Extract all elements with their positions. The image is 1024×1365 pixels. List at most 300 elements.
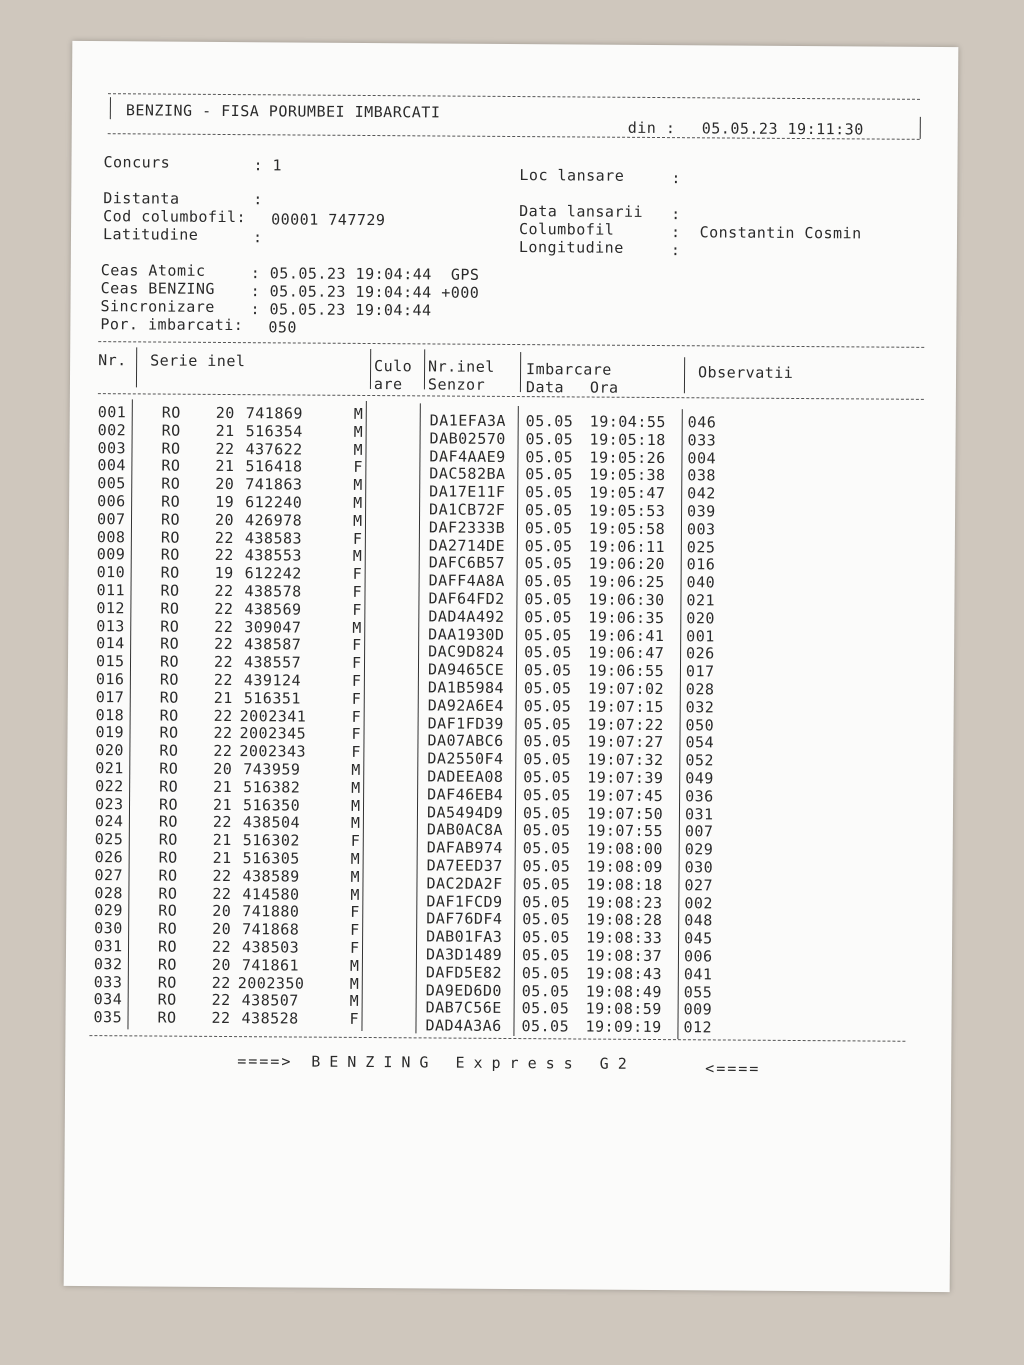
cell-tara: RO (157, 973, 177, 992)
cell-inel: 2002350 (237, 973, 305, 993)
cell-ora: 19:06:30 (588, 590, 665, 610)
col-header-nr: Nr. (98, 351, 127, 370)
cell-tara: RO (157, 955, 178, 974)
header-divider-senzor (520, 352, 521, 392)
cell-sex: M (352, 511, 363, 530)
cell-inel: 741863 (245, 475, 303, 494)
ceas-atomic-label: Ceas Atomic (100, 261, 206, 280)
header-divider-serie (370, 349, 371, 389)
cell-sex: F (351, 654, 362, 673)
cell-inel: 438589 (242, 866, 300, 886)
cell-observatii: 050 (685, 715, 715, 735)
table-header-top-border (98, 341, 924, 348)
cell-sex: M (350, 849, 361, 868)
sincronizare-label: Sincronizare (100, 297, 215, 316)
cell-senzor: DAF2333B (428, 518, 506, 537)
cell-an: 22 (211, 991, 231, 1010)
cell-data: 05.05 (523, 696, 572, 716)
cell-inel: 438557 (243, 653, 302, 672)
cell-inel: 516418 (245, 457, 303, 476)
cell-ora: 19:05:38 (589, 465, 666, 485)
cell-data: 05.05 (522, 874, 571, 894)
cell-senzor: DA7EED37 (426, 856, 503, 875)
cell-tara: RO (157, 990, 177, 1010)
cell-tara: RO (159, 706, 179, 725)
cell-ora: 19:08:09 (586, 857, 663, 877)
cell-data: 05.05 (525, 429, 574, 449)
cell-senzor: DA9ED6D0 (425, 981, 503, 1000)
cell-an: 20 (211, 955, 232, 974)
distanta-label: Distanta (103, 189, 180, 208)
cell-data: 05.05 (524, 518, 573, 538)
cell-tara: RO (158, 919, 178, 938)
col-header-serie-inel: Serie inel (150, 351, 246, 371)
cell-senzor: DA9465CE (427, 660, 505, 680)
cell-sex: F (353, 458, 363, 477)
cell-senzor: DAF1FD39 (427, 714, 504, 733)
cell-nr: 004 (97, 456, 127, 475)
cell-nr: 026 (94, 848, 124, 867)
cell-data: 05.05 (524, 590, 573, 609)
cell-sex: M (349, 956, 360, 975)
cell-ora: 19:05:26 (589, 448, 666, 467)
cell-sex: M (353, 476, 363, 495)
print-datetime: 05.05.23 19:11:30 (701, 119, 864, 139)
cell-data: 05.05 (521, 946, 570, 965)
cell-nr: 013 (96, 616, 125, 635)
cell-data: 05.05 (525, 447, 574, 467)
cell-an: 22 (213, 742, 233, 761)
cell-sex: M (353, 404, 364, 423)
cell-ora: 19:07:15 (587, 697, 665, 716)
cell-inel: 516302 (242, 831, 301, 850)
cell-nr: 016 (95, 670, 125, 689)
cell-an: 20 (215, 403, 235, 423)
col-header-nr-inel: Nr.inel (428, 357, 495, 376)
ceas-benzing-value: : 05.05.23 19:04:44 +000 (250, 282, 480, 302)
cell-data: 05.05 (523, 785, 571, 805)
cell-an: 21 (213, 777, 233, 796)
cell-inel: 2002341 (239, 706, 307, 726)
cell-senzor: DAC9D824 (428, 642, 505, 662)
cell-tara: RO (158, 884, 178, 903)
cell-senzor: DA17E11F (429, 482, 506, 502)
cell-data: 05.05 (524, 625, 572, 645)
cell-data: 05.05 (523, 661, 572, 680)
cell-inel: 414580 (242, 884, 300, 904)
cell-data: 05.05 (525, 501, 573, 520)
cell-observatii: 012 (683, 1018, 713, 1037)
cell-senzor: DAC582BA (429, 464, 506, 484)
cell-an: 19 (215, 492, 235, 512)
columbofil-label: Columbofil (518, 220, 615, 239)
cell-senzor: DAD4A3A6 (425, 1016, 502, 1036)
cell-sex: M (353, 422, 364, 441)
cell-observatii: 028 (685, 680, 715, 699)
cell-observatii: 029 (684, 840, 714, 859)
cell-an: 22 (212, 866, 232, 885)
cell-nr: 005 (97, 474, 126, 493)
cell-an: 21 (212, 795, 233, 814)
cell-data: 05.05 (524, 554, 573, 573)
cell-an: 22 (214, 599, 234, 618)
cell-inel: 426978 (244, 510, 303, 530)
cell-an: 22 (213, 706, 233, 725)
cell-senzor: DA2714DE (428, 536, 506, 555)
cell-data: 05.05 (524, 607, 573, 627)
cell-observatii: 052 (685, 751, 715, 770)
ceas-benzing-label: Ceas BENZING (100, 279, 216, 298)
cell-nr: 023 (94, 794, 124, 813)
col-header-culoare-2: are (373, 375, 403, 394)
cell-senzor: DAD4A492 (428, 607, 505, 626)
col-header-culoare-1: Culo (374, 357, 413, 376)
cell-data: 05.05 (522, 892, 571, 912)
cell-data: 05.05 (524, 643, 572, 662)
cell-observatii: 030 (684, 858, 714, 877)
cell-nr: 025 (94, 830, 124, 849)
cell-tara: RO (160, 528, 181, 547)
cell-senzor: DA5494D9 (426, 803, 504, 822)
cell-ora: 19:08:23 (586, 893, 663, 912)
cell-tara: RO (157, 937, 178, 956)
cell-observatii: 007 (684, 822, 714, 841)
ceas-atomic-value: : 05.05.23 19:04:44 GPS (250, 264, 480, 284)
cell-tara: RO (158, 848, 178, 867)
cell-nr: 002 (97, 420, 127, 440)
cell-ora: 19:05:58 (588, 519, 666, 538)
cell-inel: 2002345 (239, 724, 307, 743)
cell-sex: F (352, 529, 363, 548)
cell-observatii: 040 (686, 573, 716, 592)
cell-sex: F (352, 636, 362, 655)
cell-tara: RO (161, 439, 181, 458)
cell-observatii: 001 (686, 626, 715, 646)
cell-ora: 19:07:50 (586, 804, 664, 823)
cell-an: 22 (213, 670, 234, 690)
cell-tara: RO (158, 830, 178, 849)
loc-lansare-label: Loc lansare (519, 166, 625, 185)
cell-senzor: DAB02570 (429, 429, 506, 448)
porumbei-imbarcati-value: 050 (268, 318, 298, 337)
cell-an: 20 (215, 475, 235, 494)
cell-tara: RO (159, 688, 179, 707)
cell-ora: 19:08:43 (585, 964, 663, 983)
cell-observatii: 025 (686, 537, 716, 557)
cell-senzor: DAB7C56E (425, 998, 502, 1018)
cell-observatii: 055 (683, 982, 713, 1002)
cell-tara: RO (159, 741, 179, 760)
cell-observatii: 032 (685, 698, 715, 717)
cell-data: 05.05 (523, 768, 571, 787)
cell-senzor: DAFF4A8A (428, 571, 505, 591)
cod-columbofil-value: 00001 747729 (271, 210, 386, 230)
cell-sex: M (351, 760, 361, 779)
cell-sex: M (353, 493, 363, 512)
cod-columbofil-label: Cod columbofil: (103, 207, 247, 227)
cell-nr: 008 (96, 527, 126, 546)
columbofil-value: : Constantin Cosmin (670, 223, 862, 243)
cell-an: 22 (215, 439, 235, 458)
cell-an: 22 (214, 546, 234, 565)
cell-data: 05.05 (524, 572, 573, 591)
cell-tara: RO (161, 456, 181, 476)
cell-data: 05.05 (522, 910, 570, 929)
cell-nr: 022 (95, 776, 124, 796)
cell-ora: 19:06:41 (588, 626, 665, 645)
cell-tara: RO (159, 759, 179, 778)
cell-nr: 035 (93, 1008, 123, 1027)
cell-tara: RO (160, 581, 180, 600)
cell-sex: F (349, 938, 360, 957)
cell-senzor: DA3D1489 (425, 945, 503, 964)
footer-right-arrow: <==== (705, 1059, 761, 1078)
cell-nr: 018 (95, 705, 125, 724)
cell-senzor: DADEEA08 (427, 767, 504, 786)
cell-nr: 009 (96, 545, 126, 564)
cell-ora: 19:08:28 (586, 910, 663, 930)
cell-observatii: 002 (684, 893, 714, 913)
cell-senzor: DAFD5E82 (425, 963, 503, 982)
cell-sex: M (350, 885, 360, 904)
cell-nr: 030 (94, 919, 123, 938)
cell-nr: 010 (96, 563, 126, 582)
cell-ora: 19:06:11 (588, 537, 666, 556)
cell-senzor: DA92A6E4 (427, 696, 505, 715)
col-header-data: Data (525, 378, 565, 397)
cell-an: 22 (212, 813, 233, 832)
cell-inel: 612240 (245, 493, 303, 512)
cell-ora: 19:07:22 (587, 715, 664, 734)
cell-ora: 19:08:49 (585, 982, 663, 1001)
header-divider-culoare (424, 349, 425, 389)
cell-sex: M (353, 440, 364, 459)
cell-data: 05.05 (522, 839, 571, 858)
cell-sex: F (352, 600, 362, 619)
cell-tara: RO (160, 599, 180, 618)
cell-tara: RO (160, 563, 180, 582)
cell-an: 20 (212, 902, 232, 921)
cell-senzor: DAFAB974 (426, 838, 504, 858)
header-divider-imbarcare (684, 357, 685, 393)
cell-inel: 438528 (241, 1009, 299, 1028)
cell-data: 05.05 (523, 732, 572, 751)
cell-observatii: 046 (687, 413, 717, 432)
cell-tara: RO (157, 1008, 177, 1027)
cell-inel: 741880 (242, 902, 300, 921)
cell-data: 05.05 (522, 803, 571, 823)
col-header-senzor: Senzor (427, 375, 486, 394)
cell-senzor: DA2550F4 (427, 749, 504, 769)
cell-senzor: DAF4AAE9 (429, 447, 506, 466)
cell-inel: 439124 (243, 671, 302, 690)
loc-lansare-value: : (671, 169, 682, 188)
cell-observatii: 042 (687, 484, 716, 503)
col-header-imbarcare: Imbarcare (526, 360, 612, 379)
cell-nr: 024 (94, 812, 124, 831)
cell-sex: M (352, 547, 363, 566)
cell-senzor: DA1CB72F (429, 500, 506, 519)
cell-data: 05.05 (521, 963, 570, 983)
col-header-ora: Ora (589, 378, 619, 397)
cell-ora: 19:06:20 (588, 554, 666, 574)
cell-sex: F (351, 743, 361, 762)
latitudine-value: : (252, 228, 263, 247)
cell-an: 22 (211, 973, 231, 992)
cell-senzor: DAA1930D (428, 625, 505, 644)
cell-an: 21 (215, 457, 235, 476)
cell-ora: 19:08:37 (585, 946, 663, 966)
cell-sex: F (351, 725, 362, 744)
cell-an: 22 (213, 724, 233, 743)
cell-observatii: 021 (686, 591, 716, 610)
cell-inel: 438507 (241, 991, 299, 1010)
cell-an: 20 (214, 510, 235, 529)
cell-inel: 516351 (243, 688, 302, 708)
cell-nr: 033 (93, 972, 123, 991)
cell-inel: 741868 (242, 920, 300, 939)
cell-observatii: 009 (683, 1000, 713, 1019)
cell-ora: 19:09:19 (585, 1017, 662, 1037)
cell-tara: RO (161, 492, 181, 511)
cell-data: 05.05 (524, 536, 573, 556)
header-right-border (920, 117, 921, 139)
cell-sex: M (350, 867, 361, 886)
cell-data: 05.05 (525, 412, 574, 431)
cell-ora: 19:07:32 (587, 750, 664, 770)
cell-data: 05.05 (522, 928, 570, 947)
cell-nr: 020 (95, 741, 125, 760)
cell-data: 05.05 (522, 857, 571, 876)
cell-inel: 438504 (242, 813, 301, 832)
cell-an: 21 (212, 848, 232, 868)
latitudine-label: Latitudine (102, 225, 199, 244)
cell-observatii: 004 (687, 448, 717, 468)
cell-tara: RO (160, 510, 181, 529)
cell-sex: F (350, 832, 361, 851)
cell-tara: RO (159, 723, 179, 743)
cell-inel: 741869 (245, 404, 304, 423)
cell-inel: 743959 (243, 760, 301, 779)
cell-nr: 006 (97, 492, 126, 511)
cell-sex: F (351, 671, 362, 690)
cell-tara: RO (159, 670, 180, 689)
cell-an: 21 (213, 688, 233, 707)
cell-observatii: 038 (687, 466, 716, 485)
cell-ora: 19:06:47 (588, 643, 665, 663)
cell-an: 22 (213, 653, 234, 672)
cell-nr: 019 (95, 723, 125, 742)
cell-inel: 516305 (242, 849, 300, 868)
cell-sex: F (352, 582, 363, 601)
cell-ora: 19:05:18 (589, 430, 666, 449)
cell-senzor: DAF46EB4 (427, 785, 504, 804)
cell-tara: RO (161, 421, 181, 440)
cell-observatii: 017 (685, 662, 715, 681)
cell-ora: 19:06:55 (587, 661, 665, 681)
data-lansarii-value: : (671, 205, 681, 224)
cell-ora: 19:05:47 (589, 483, 666, 503)
cell-data: 05.05 (523, 714, 572, 734)
cell-data: 05.05 (525, 483, 573, 502)
cell-senzor: DAF76DF4 (426, 909, 503, 929)
cell-an: 21 (212, 831, 232, 850)
cell-sex: F (351, 689, 362, 708)
cell-an: 22 (214, 617, 234, 636)
cell-sex: M (349, 974, 360, 993)
cell-observatii: 036 (685, 787, 714, 806)
cell-tara: RO (160, 634, 180, 654)
cell-ora: 19:07:55 (586, 821, 664, 841)
document-title: BENZING - FISA PORUMBEI IMBARCATI (125, 101, 441, 122)
footer-text: BENZING Express G2 (311, 1052, 636, 1073)
cell-observatii: 039 (687, 502, 716, 521)
cell-ora: 19:08:18 (586, 875, 663, 894)
cell-inel: 438569 (244, 599, 302, 619)
cell-inel: 612242 (244, 564, 302, 583)
cell-ora: 19:07:45 (587, 786, 664, 805)
cell-inel: 438578 (244, 582, 302, 601)
cell-inel: 516382 (243, 777, 301, 797)
col-header-observatii: Observatii (697, 363, 794, 382)
footer-left-arrow: ====> (237, 1052, 293, 1071)
cell-tara: RO (158, 812, 179, 832)
sincronizare-value: : 05.05.23 19:04:44 (250, 300, 432, 320)
cell-nr: 001 (97, 403, 127, 422)
cell-sex: M (349, 992, 360, 1011)
cell-observatii: 033 (687, 431, 717, 450)
cell-sex: F (350, 903, 360, 922)
cell-observatii: 016 (686, 555, 716, 574)
cell-inel: 438587 (244, 635, 302, 654)
cell-data: 05.05 (523, 679, 572, 698)
cell-tara: RO (159, 777, 179, 796)
cell-tara: RO (158, 795, 179, 814)
cell-nr: 015 (95, 652, 125, 671)
cell-observatii: 027 (684, 876, 714, 895)
cell-sex: M (350, 796, 361, 815)
longitudine-value: : (670, 241, 681, 260)
table-header-bottom-border (98, 393, 924, 400)
cell-an: 22 (211, 937, 232, 957)
cell-nr: 017 (95, 687, 125, 707)
cell-nr: 011 (96, 581, 126, 600)
cell-senzor: DAB0AC8A (426, 820, 504, 840)
cell-senzor: DAF1FCD9 (426, 892, 503, 911)
cell-inel: 309047 (244, 617, 302, 637)
cell-observatii: 054 (685, 733, 715, 752)
cell-inel: 2002343 (239, 742, 307, 761)
cell-inel: 437622 (245, 439, 303, 459)
cell-ora: 19:06:35 (588, 608, 665, 627)
cell-sex: F (350, 921, 360, 940)
cell-observatii: 048 (684, 911, 713, 930)
cell-ora: 19:08:00 (586, 839, 664, 859)
cell-sex: M (351, 778, 361, 797)
cell-tara: RO (160, 545, 180, 565)
cell-data: 05.05 (521, 999, 570, 1018)
cell-observatii: 026 (686, 644, 715, 663)
cell-ora: 19:08:33 (586, 928, 663, 948)
cell-an: 22 (211, 1009, 231, 1028)
cell-sex: F (351, 707, 362, 726)
cell-observatii: 049 (685, 769, 714, 788)
cell-an: 22 (214, 581, 234, 601)
cell-observatii: 006 (683, 947, 713, 966)
cell-senzor: DA1B5984 (427, 678, 505, 697)
cell-tara: RO (160, 617, 180, 636)
cell-an: 20 (213, 759, 233, 779)
